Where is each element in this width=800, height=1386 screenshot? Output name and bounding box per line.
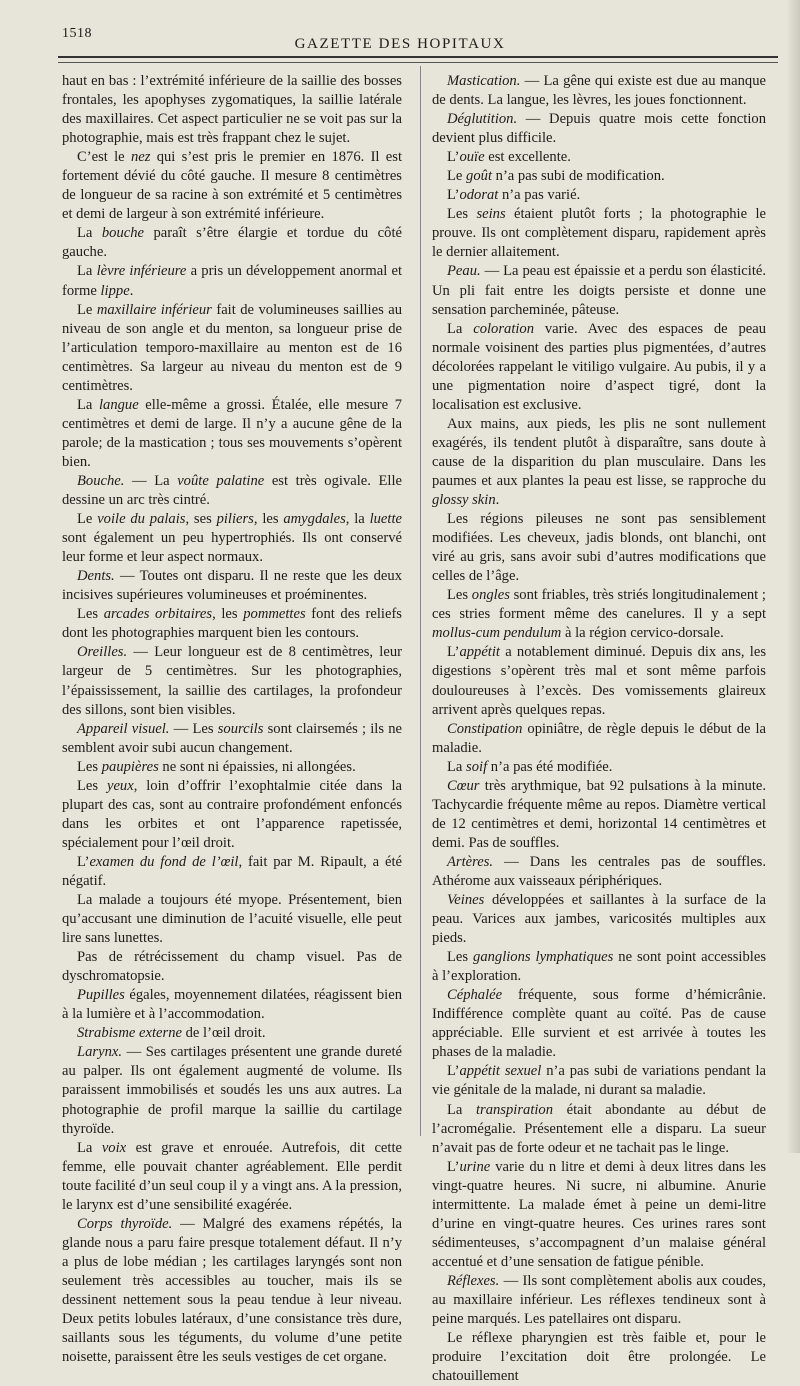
paragraph: [432, 891, 766, 948]
text-run: haut en bas : l’extrémité inférieure de la saillie des bosses frontales, les apophyses zygomatiques, la saillie latérale des maxillaires. Cet aspect particulier ne se voit pas sur la photographie, mais est très frappant chez le sujet.: [62, 73, 402, 147]
italic-term: maxillaire inférieur: [96, 301, 212, 318]
paragraph: [62, 301, 402, 396]
italic-term: odorat: [459, 187, 499, 204]
italic-term: goût: [466, 168, 492, 185]
italic-term: luette: [369, 511, 402, 528]
text-run: varie. Avec des espaces de peau normale voisinent des parties plus pigmentées, d’autres décolorées rappelant le vitiligo vulgaire. Au pubis, il y a une pigmentation noire d’aspect tigré, dont la localisation est exclusive.: [432, 320, 766, 413]
paragraph: [62, 948, 402, 986]
text-run: — Les: [169, 720, 218, 737]
text-run: — Toutes ont disparu. Il ne reste que les deux incisives supérieures volumineuses et proéminentes.: [62, 568, 402, 604]
italic-term: pommettes: [243, 606, 306, 623]
text-run: ne sont point accessibles à l’exploration.: [432, 949, 766, 985]
right-column: [432, 72, 766, 1386]
text-run: font des reliefs dont les photographies marquent bien les contours.: [62, 606, 402, 642]
text-run: Les: [447, 206, 477, 223]
text-run: développées et saillantes à la surface de la peau. Varices aux jambes, varicosités multiples aux pieds.: [432, 892, 766, 947]
italic-term: voûte palatine: [177, 472, 265, 489]
text-run: Le: [447, 168, 467, 185]
italic-term: appétit sexuel: [459, 1063, 542, 1080]
paragraph: [62, 720, 402, 758]
italic-term: amygdales: [283, 511, 346, 528]
column-divider: [420, 66, 421, 1136]
paragraph: [432, 186, 766, 205]
text-run: La: [77, 263, 97, 280]
paragraph: [432, 167, 766, 186]
text-run: varie du n litre et demi à deux litres dans les vingt-quatre heures. Ni sucre, ni albumine. Anurie intermittente. La malade émet à peine un demi-litre d’urine en vingt-quatre heures. Ces urines rares sont sédimenteuses, s’accompagnent d’un malaise général accentué et d’une sensation de fatigue pénible.: [432, 1158, 766, 1270]
italic-term: transpiration: [475, 1101, 554, 1118]
paragraph: [432, 777, 766, 853]
italic-term: bouche: [101, 225, 145, 242]
text-run: n’a pas varié.: [498, 187, 581, 204]
paragraph: [432, 1329, 766, 1386]
paragraph: [432, 72, 766, 110]
paragraph: [432, 415, 766, 510]
page-number: 1518: [62, 26, 92, 41]
text-run: était abondante au début de l’acromégalie. Présentement elle a disparu. La sueur n’avait pas de forte odeur et ne tachait pas le linge.: [432, 1101, 766, 1156]
text-run: à la région cervico-dorsale.: [561, 625, 724, 642]
text-run: est grave et enrouée. Autrefois, dit cette femme, elle pouvait chanter agréablement. Elle perdit toute facilité d’un seul coup il y a vingt ans. A la pression, le larynx est d’une sensibilité exagérée.: [62, 1139, 402, 1213]
text-run: Les: [77, 777, 107, 794]
italic-term: Dents.: [77, 568, 115, 585]
paragraph: [62, 224, 402, 262]
italic-term: Larynx.: [77, 1044, 122, 1061]
text-run: Le: [77, 301, 97, 318]
italic-term: seins: [476, 206, 506, 223]
text-run: sont également un peu hypertrophiés. Ils ont conservé leur forme et leur aspect normaux.: [62, 530, 402, 566]
paragraph: [62, 1043, 402, 1138]
paragraph: [62, 472, 402, 510]
italic-term: Céphalée: [447, 987, 503, 1004]
text-run: très arythmique, bat 92 pulsations à la minute. Tachycardie fréquente même au repos. Diamètre vertical de 12 centimètres et demi, horizontal 14 centimètres et demi. Pas de souffles.: [432, 777, 766, 851]
text-run: Les: [447, 949, 474, 966]
paragraph: [62, 148, 402, 224]
text-run: — Ils sont complètement abolis aux coudes, au maxillaire inférieur. Les réflexes tendineux sont à peine marqués. Les patellaires ont disparu.: [432, 1272, 766, 1328]
text-run: — La peau est épaissie et a perdu son élasticité. Un pli fait entre les doigts persiste et donne une sensation parcheminée, pâteuse.: [432, 263, 766, 318]
text-run: , loin d’offrir l’exophtalmie citée dans la plupart des cas, sont au contraire profondément enfoncés dans les orbites et ont l’apparence rapetissée, spécialement pour l’œil droit.: [62, 777, 402, 851]
text-run: Les: [77, 758, 102, 775]
text-run: n’a pas été modifiée.: [487, 758, 613, 775]
text-run: Aux mains, aux pieds, les plis ne sont nullement exagérés, ils tendent plutôt à disparaître, sans doute à cause de la disparition du plan musculaire. Dans les paumes et aux plantes la peau est lisse, se rapproche du: [432, 415, 766, 489]
text-run: — Dans les centrales pas de souffles. Athérome aux vaisseaux périphériques.: [432, 853, 766, 889]
text-run: est très ogivale. Elle dessine un arc très cintré.: [62, 472, 402, 509]
text-run: L’: [447, 644, 460, 661]
italic-term: Corps thyroïde.: [77, 1215, 173, 1232]
italic-term: sourcils: [217, 720, 264, 737]
text-run: — Leur longueur est de 8 centimètres, leur largeur de 5 centimètres. Sur les photographies, l’épaississement, la saillie des cartilages, la profondeur des sillons, sont bien visibles.: [62, 644, 402, 718]
text-run: n’a pas subi de modification.: [492, 168, 665, 185]
text-run: L’: [447, 1063, 460, 1080]
text-run: .: [495, 492, 500, 509]
italic-term: Réflexes.: [447, 1272, 500, 1289]
italic-term: soif: [466, 758, 488, 775]
italic-term: examen du fond de l’œil: [89, 853, 239, 870]
text-run: — Malgré des examens répétés, la glande nous a paru faire presque totalement défaut. Il n’y a plus de lobe médian ; les cartilages laryngés sont non seulement très accessibles au toucher, mais ils se dessinent nettement sous la peau tendue à leur niveau. Deux petits lobules latéraux, d’une consistance très dure, saillants sous les téguments, du volume d’une petite noisette, paraissent être les seuls vestiges de cet organe.: [62, 1215, 403, 1366]
text-run: Le: [77, 511, 98, 528]
text-run: , les: [253, 511, 284, 528]
italic-term: paupières: [101, 758, 159, 775]
italic-term: Mastication.: [447, 73, 521, 89]
italic-term: nez: [130, 149, 151, 166]
italic-term: Artères.: [447, 853, 494, 870]
italic-term: ouïe: [459, 149, 485, 166]
paragraph: [432, 643, 766, 719]
paragraph: [432, 262, 766, 319]
italic-term: arcades orbitaires: [103, 606, 213, 623]
left-column: [62, 72, 402, 1367]
text-run: .: [129, 282, 134, 299]
paragraph: [432, 758, 766, 777]
text-run: — Depuis quatre mois cette fonction devient plus difficile.: [432, 111, 766, 147]
text-run: L’: [447, 187, 460, 204]
paragraph: [432, 1272, 766, 1329]
text-run: — La: [124, 472, 178, 489]
paragraph: [62, 1139, 402, 1215]
text-run: Les régions pileuses ne sont pas sensiblement modifiées. Les cheveux, jadis blonds, ont blanchi, ont viré au gris, sans avoir subi d’autres modifications que celles de l’âge.: [432, 511, 766, 585]
text-run: sont friables, très striés longitudinalement ; ces stries forment même des canelures. Il y a sept: [432, 587, 766, 623]
italic-term: lippe: [100, 282, 130, 299]
italic-term: mollus-cum pendulum: [432, 625, 562, 642]
italic-term: piliers: [216, 511, 254, 528]
paragraph: [62, 643, 402, 719]
italic-term: langue: [98, 396, 139, 413]
italic-term: Veines: [447, 892, 485, 909]
text-run: paraît s’être élargie et tordue du côté gauche.: [62, 225, 402, 261]
text-run: , ses: [185, 511, 217, 528]
running-head: GAZETTE DES HOPITAUX: [294, 36, 506, 52]
paragraph: [432, 853, 766, 891]
text-run: , les: [212, 606, 244, 623]
paragraph: [62, 1215, 402, 1367]
paragraph: [432, 720, 766, 758]
paragraph: [432, 110, 766, 148]
italic-term: Peau.: [447, 263, 481, 280]
paragraph: [432, 948, 766, 986]
paragraph: [62, 986, 402, 1024]
text-run: Pas de rétrécissement du champ visuel. Pas de dyschromatopsie.: [62, 949, 402, 985]
text-run: ne sont ni épaissies, ni allongées.: [158, 758, 356, 775]
italic-term: Strabisme externe: [77, 1025, 182, 1042]
italic-term: glossy skin: [432, 492, 496, 509]
italic-term: Bouche.: [77, 472, 125, 489]
italic-term: yeux: [106, 777, 134, 794]
italic-term: Oreilles.: [77, 644, 128, 661]
text-run: étaient plutôt forts ; la photographie le prouve. Ils ont complètement disparu, rapidement après le dernier allaitement.: [432, 206, 766, 261]
text-run: a notablement diminué. Depuis dix ans, les digestions s’opèrent très mal et sont même parfois douloureuses à l’excès. Des vomissements glaireux arrivent après quelques repas.: [432, 644, 766, 718]
paragraph: [432, 1158, 766, 1272]
text-run: , la: [345, 511, 370, 528]
paragraph: [432, 586, 766, 643]
italic-term: Appareil visuel.: [77, 720, 170, 737]
text-run: Les: [447, 587, 472, 604]
header-rule-thick: [58, 56, 778, 58]
text-run: n’a pas subi de variations pendant la vie génitale de la malade, ni durant sa maladie.: [432, 1063, 766, 1099]
italic-term: Pupilles: [77, 987, 125, 1004]
italic-term: ganglions lymphatiques: [473, 949, 614, 966]
text-run: La: [447, 320, 474, 337]
paragraph: [62, 891, 402, 948]
paragraph: [62, 72, 402, 148]
italic-term: lèvre inférieure: [96, 263, 187, 280]
italic-term: Constipation: [447, 720, 523, 737]
text-run: Les: [77, 606, 104, 623]
paragraph: [432, 148, 766, 167]
text-run: opiniâtre, de règle depuis le début de la maladie.: [432, 720, 766, 756]
text-run: fait de volumineuses saillies au niveau de son angle et du menton, sa longueur prise de l’articulation temporo-maxillaire au menton est de 16 centimètres. Sa largeur au niveau du menton est de 9 centimètres.: [62, 301, 403, 394]
text-run: a pris un développement anormal et forme: [62, 263, 403, 299]
text-run: La malade a toujours été myope. Présentement, bien qu’accusant une diminution de l’acuité visuelle, elle peut lire sans lunettes.: [62, 892, 402, 947]
text-run: sont clairsemés ; ils ne semblent avoir subi aucun changement.: [62, 720, 402, 756]
text-run: — La gêne qui existe est due au manque de dents. La langue, les lèvres, les joues fonctionnent.: [432, 73, 766, 109]
italic-term: urine: [459, 1158, 491, 1175]
text-run: Le réflexe pharyngien est très faible et, pour le produire l’excitation doit être prolongée. Le chatouillement: [432, 1330, 766, 1385]
text-run: L’: [77, 853, 90, 870]
text-run: L’: [447, 149, 460, 166]
italic-term: ongles: [471, 587, 510, 604]
text-run: — Ses cartilages présentent une grande dureté au palper. Ils ont également augmenté de volume. Ils paraissent immobilisés et soudés les uns aux autres. La photographie de profil marque la saillie du cartilage thyroïde.: [62, 1044, 402, 1137]
text-run: , fait par M. Ripault, a été négatif.: [62, 853, 402, 889]
paragraph: [432, 205, 766, 262]
paragraph: [62, 396, 402, 472]
text-run: est excellente.: [484, 149, 571, 166]
text-run: L’: [447, 1158, 460, 1175]
paragraph: [432, 510, 766, 586]
header-rule-thin: [58, 62, 778, 63]
text-run: La: [77, 1139, 102, 1156]
paragraph: [62, 262, 402, 300]
text-run: La: [447, 1101, 476, 1118]
paragraph: [62, 853, 402, 891]
page-edge-shade: [786, 0, 800, 1153]
text-run: qui s’est pris le premier en 1876. Il est fortement dévié du côté gauche. Il mesure 8 centimètres de longueur de sa racine à son extrémité et 5 centimètres et demi de largeur à son extrémité inférieure.: [62, 149, 402, 223]
italic-term: Déglutition.: [447, 111, 518, 128]
italic-term: voix: [101, 1139, 127, 1156]
text-run: elle-même a grossi. Étalée, elle mesure 7 centimètres et demi de large. Il n’y a aucune gêne de la parole; de la mastication ; tous ses mouvements s’opèrent bien.: [62, 396, 402, 470]
text-run: La: [447, 758, 467, 775]
italic-term: coloration: [473, 320, 535, 337]
text-run: fréquente, sous forme d’hémicrânie. Indifférence complète quant au coïté. Pas de cause appréciable. Elle survient et est arrivée à toutes les phases de la maladie.: [432, 987, 766, 1061]
paragraph: [432, 320, 766, 415]
paragraph: [62, 510, 402, 567]
paragraph: [62, 758, 402, 777]
paragraph: [62, 1024, 402, 1043]
text-run: égales, moyennement dilatées, réagissent bien à la lumière et à l’accommodation.: [62, 987, 402, 1023]
paragraph: [432, 1062, 766, 1100]
italic-term: Cœur: [447, 777, 480, 794]
paragraph: [62, 777, 402, 853]
paragraph: [62, 605, 402, 643]
paragraph: [432, 986, 766, 1062]
text-run: de l’œil droit.: [181, 1025, 266, 1042]
paragraph: [432, 1101, 766, 1158]
text-run: La: [77, 225, 102, 242]
text-run: C’est le: [77, 149, 131, 166]
italic-term: voile du palais: [97, 511, 186, 528]
text-run: La: [77, 396, 99, 413]
paragraph: [62, 567, 402, 605]
italic-term: appétit: [459, 644, 500, 661]
